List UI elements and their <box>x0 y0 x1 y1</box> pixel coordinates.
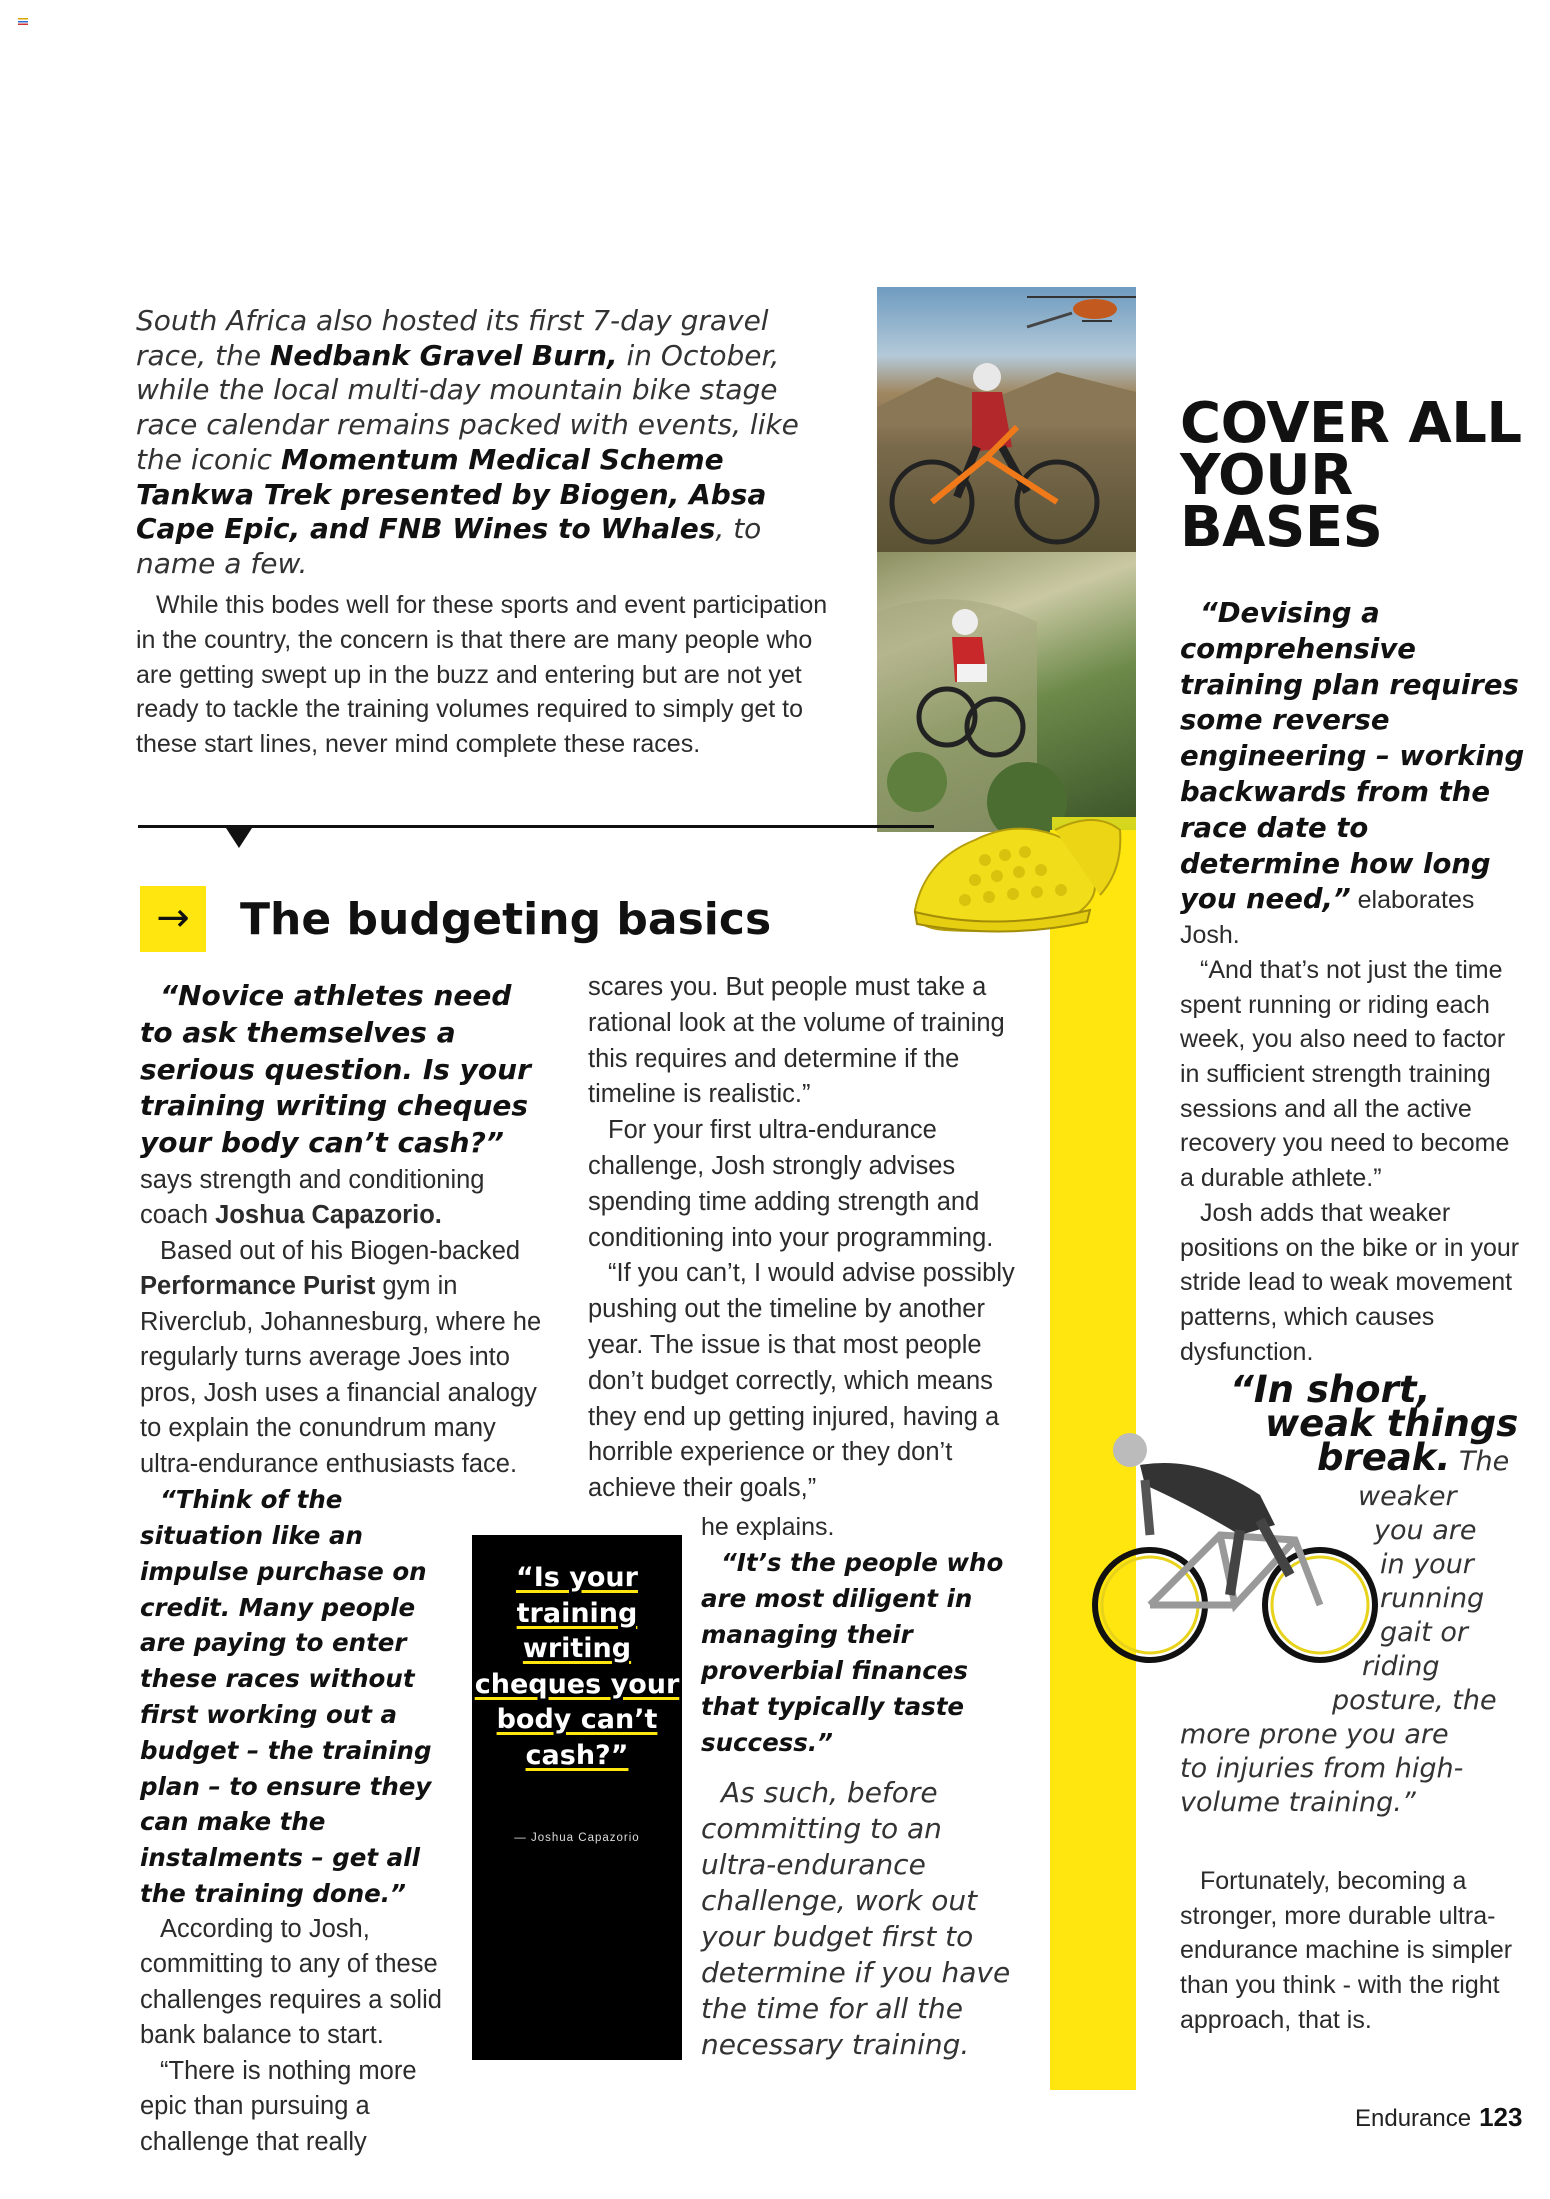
event-nedbank: Nedbank Gravel Burn, <box>269 338 618 372</box>
section-arrow-box <box>140 886 206 952</box>
reverse-engineering-quote: “Devising a comprehensive training plan requires some reverse engineering – working backwards from the race date to determine how long you need,” <box>1180 597 1525 916</box>
article-column-2-continued: he explains. “It’s the people who are most diligent in managing their proverbial finances that typically taste success.” As such, before committing to an ultra-endurance challenge, work out your budget first to determine if you have the time for all the necessary training. <box>701 1510 1021 2063</box>
yellow-running-shoe-image <box>905 800 1125 938</box>
helicopter-race-photo <box>877 287 1136 552</box>
cycling-photo-collage <box>877 287 1136 832</box>
closing-italic-paragraph: As such, before committing to an ultra-endurance challenge, work out your budget first to determine if you have the time for all the necessary training. <box>701 1775 1011 2061</box>
sidebar-closing-paragraph: Fortunately, becoming a stronger, more durable ultra-endurance machine is simpler than you think - with the right approach, that is. <box>1180 1867 1513 2034</box>
divider-triangle-marker <box>226 828 252 848</box>
mtb-rider-trail-image <box>877 552 1136 832</box>
mtb-rider-helicopter-image <box>877 287 1136 552</box>
trail-race-photo <box>877 552 1136 832</box>
success-quote: “It’s the people who are most diligent in managing their proverbial finances that typically taste success.” <box>701 1547 1004 1757</box>
credit-analogy-quote: “Think of the situation like an impulse purchase on credit. Many people are paying to enter these races without first working out a budget – the training plan – to ensure they can make the instalments – get all the training done.” <box>140 1485 432 1908</box>
sidebar-heading: COVER ALL YOUR BASES <box>1180 391 1522 560</box>
magazine-name: Endurance <box>1355 2105 1472 2132</box>
page-number: 123 <box>1479 2102 1523 2132</box>
gym-name: Performance Purist <box>140 1272 376 1301</box>
coach-name: Joshua Capazorio. <box>215 1201 442 1230</box>
pull-quote-text: “Is your training writing cheques your body can’t cash?” <box>474 1562 680 1771</box>
opening-quote: “Novice athletes need to ask themselves a serious question. Is your training writing cheques your body can’t cash?” <box>140 979 531 1160</box>
arrow-right-icon: → <box>156 895 190 941</box>
event-list: Momentum Medical Scheme Tankwa Trek presented by Biogen, Absa Cape Epic, and FNB Wines to Whales <box>136 442 767 546</box>
pull-quote-attribution: — Joshua Capazorio <box>514 1832 640 1844</box>
pull-quote-box <box>472 1535 682 2060</box>
intro-body-paragraph: While this bodes well for these sports and event participation in the country, the concern is that there are many people who are getting swept up in the buzz and entering but are not yet ready to tackle the training volumes required to simply get to these start lines, never mind complete these races. <box>136 591 828 759</box>
section-heading: The budgeting basics <box>240 894 772 945</box>
page-footer <box>1355 2102 1522 2133</box>
sidebar-column: “Devising a comprehensive training plan requires some reverse engineering – working backwards from the race date to determine how long you need,” elaborates Josh. “And that’s not just the time spent running or riding each week, you also need to factor in sufficient strength training sessions and all the active recovery you need to become a durable athlete.” Josh adds that weaker positions on the bike or in your stride lead to weak movement patterns, which causes dysfunction. <box>1180 597 1525 1366</box>
article-column-2: scares you. But people must take a rational look at the volume of training this requires and determine if the timeline is realistic.” For your first ultra-endurance challenge, Josh strongly advises spending time adding strength and conditioning into your programming. “If you can’t, I would advise possibly pushing out the timeline by another year. The issue is that most people don’t budget correctly, which means they end up getting injured, having a horrible experience or they don’t achieve their goals,” <box>588 973 1015 1503</box>
corner-mark-icon <box>18 18 28 25</box>
article-column-1: “Novice athletes need to ask themselves a serious question. Is your training writing cheques your body can’t cash?” says strength and conditioning coach Joshua Capazorio. Based out of his Biogen-backed Performance Purist gym in Riverclub, Johannesburg, where he regularly turns average Joes into pros, Josh uses a financial analogy to explain the conundrum many ultra-endurance enthusiasts face. “Think of the situation like an impulse purchase on credit. Many people are paying to enter these races without first working out a budget – the training plan – to ensure they can make the instalments – get all the training done.” According to Josh, committing to any of these challenges requires a solid bank balance to start. “There is nothing more epic than pursuing a challenge that really <box>140 979 542 2156</box>
intro-italic-paragraph: South Africa also hosted its first 7-day gravel race, the Nedbank Gravel Burn, in October, while the local multi-day mountain bike stage race calendar remains packed with events, like the iconic Momentum Medical Scheme Tankwa Trek presented by Biogen, Absa Cape Epic, and FNB Wines to Whales, to name a few. <box>136 304 799 580</box>
section-divider <box>138 825 934 828</box>
